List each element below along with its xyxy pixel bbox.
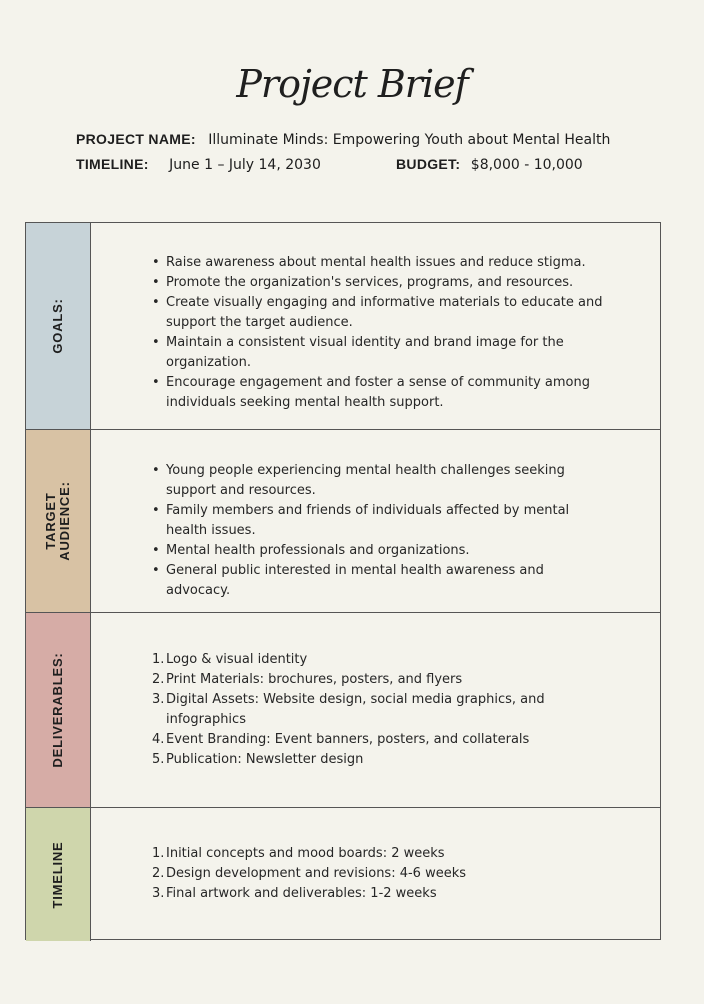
brief-table [25, 222, 661, 940]
list-item: • Maintain a consistent visual identity and brand image for the organization. [166, 333, 606, 373]
list-item-text: Publication: Newsletter design [166, 752, 364, 767]
timeline-row [76, 156, 321, 173]
page-title: Project Brief [236, 62, 468, 106]
project-name-label: PROJECT NAME: [76, 131, 196, 147]
project-name-value: Illuminate Minds: Empowering Youth about Mental Health [208, 132, 611, 148]
list-item-text: Final artwork and deliverables: 1-2 weeks [166, 886, 437, 901]
list-item: • Raise awareness about mental health issues and reduce stigma. [166, 253, 606, 273]
goals-section [26, 223, 660, 430]
list-item: • Promote the organization's services, programs, and resources. [166, 273, 606, 293]
goals-content [91, 223, 660, 429]
budget-label: BUDGET: [396, 156, 461, 172]
list-number: 2. [152, 672, 165, 687]
deliverables-content [91, 613, 660, 807]
timeline-value: June 1 – July 14, 2030 [169, 157, 321, 173]
list-number: 1. [152, 652, 165, 667]
list-number: 5. [152, 752, 165, 767]
list-item [152, 864, 606, 884]
list-item [152, 884, 606, 904]
timeline-section [26, 808, 660, 941]
list-item-text: Print Materials: brochures, posters, and flyers [166, 672, 463, 687]
list-item [152, 690, 606, 730]
goals-side-panel [26, 223, 91, 429]
list-item: • Encourage engagement and foster a sense of community among individuals seeking mental health support. [166, 373, 606, 413]
list-item: • Family members and friends of individuals affected by mental health issues. [166, 501, 606, 541]
target-audience-side-panel [26, 430, 91, 612]
budget-row [396, 156, 583, 173]
list-number: 1. [152, 846, 165, 861]
list-item-text: Logo & visual identity [166, 652, 308, 667]
list-number: 4. [152, 732, 165, 747]
list-item: • General public interested in mental health awareness and advocacy. [166, 561, 606, 601]
target-audience-content [91, 430, 660, 612]
list-item: • Mental health professionals and organizations. [166, 541, 606, 561]
project-name-row [76, 131, 610, 148]
list-item-text: Initial concepts and mood boards: 2 weeks [166, 846, 445, 861]
deliverables-section [26, 613, 660, 808]
list-item: • Young people experiencing mental health challenges seeking support and resources. [166, 461, 606, 501]
list-item [152, 844, 606, 864]
timeline-section-label: TIMELINE [50, 840, 65, 909]
goals-list [166, 253, 606, 413]
list-item-text: Design development and revisions: 4-6 weeks [166, 866, 467, 881]
list-item: • Create visually engaging and informative materials to educate and support the target audience. [166, 293, 606, 333]
timeline-content [91, 808, 660, 941]
deliverables-section-label: DELIVERABLES: [50, 652, 65, 768]
list-item [152, 650, 606, 670]
list-number: 2. [152, 866, 165, 881]
timeline-side-panel [26, 808, 91, 941]
list-item [152, 750, 606, 770]
goals-section-label: GOALS: [50, 298, 65, 354]
budget-value: $8,000 - 10,000 [470, 157, 583, 173]
target-audience-section [26, 430, 660, 613]
list-item [152, 730, 606, 750]
list-number: 3. [152, 886, 165, 901]
deliverables-side-panel [26, 613, 91, 807]
timeline-label: TIMELINE: [76, 156, 149, 172]
target-audience-section-label: TARGET AUDIENCE: [43, 481, 72, 561]
list-item-text: Digital Assets: Website design, social media graphics, and infographics [166, 692, 545, 727]
timeline-list [152, 844, 606, 904]
list-item [152, 670, 606, 690]
list-number: 3. [152, 692, 165, 707]
target-audience-list [166, 461, 606, 601]
deliverables-list [152, 650, 606, 770]
list-item-text: Event Branding: Event banners, posters, and collaterals [166, 732, 530, 747]
